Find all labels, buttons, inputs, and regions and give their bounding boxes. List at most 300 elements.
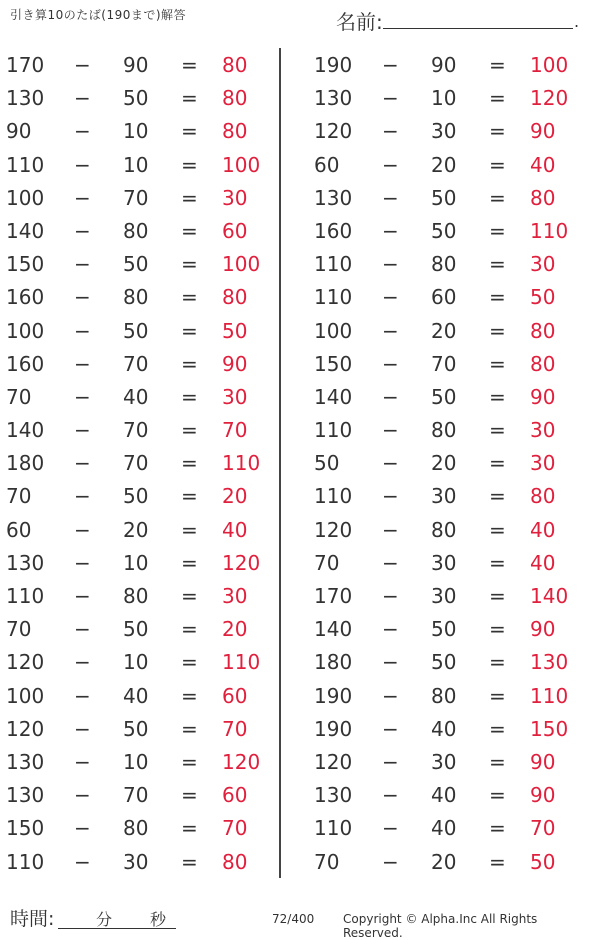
answer: 90	[530, 119, 556, 144]
minuend: 140	[314, 384, 353, 409]
answer: 80	[222, 86, 248, 111]
minus-sign: −	[382, 816, 399, 841]
equals-sign: =	[489, 252, 506, 277]
problem-row	[308, 779, 578, 812]
subtrahend: 10	[123, 550, 149, 575]
subtrahend: 80	[431, 683, 457, 708]
answer: 90	[530, 783, 556, 808]
answer: 50	[530, 849, 556, 874]
minus-sign: −	[74, 584, 91, 608]
answer: 30	[222, 384, 248, 409]
minus-sign: −	[74, 86, 91, 111]
equals-sign: =	[489, 119, 506, 144]
problem-row	[0, 746, 270, 779]
minus-sign: −	[74, 53, 91, 77]
minuend: 190	[314, 683, 353, 708]
equals-sign: =	[489, 749, 506, 774]
minus-sign: −	[382, 617, 399, 642]
subtrahend: 30	[431, 584, 457, 608]
subtrahend: 90	[123, 53, 149, 77]
equals-sign: =	[489, 351, 506, 376]
minuend: 50	[314, 451, 340, 476]
equals-sign: =	[181, 683, 198, 708]
right-problem-column	[308, 49, 578, 879]
minus-sign: −	[382, 783, 399, 808]
minuend: 170	[314, 584, 353, 608]
equals-sign: =	[181, 318, 198, 343]
name-label: 名前:	[336, 10, 383, 34]
minuend: 100	[6, 185, 45, 210]
minus-sign: −	[382, 517, 399, 542]
subtrahend: 50	[431, 185, 457, 210]
answer: 60	[222, 783, 248, 808]
problem-row	[308, 580, 578, 613]
copyright: Copyright © Alpha.Inc All Rights Reserved.	[343, 912, 538, 940]
answer: 30	[530, 418, 556, 443]
minus-sign: −	[74, 617, 91, 642]
subtrahend: 50	[123, 86, 149, 111]
equals-sign: =	[181, 218, 198, 243]
subtrahend: 50	[431, 650, 457, 675]
equals-sign: =	[489, 418, 506, 443]
equals-sign: =	[181, 185, 198, 210]
minus-sign: −	[74, 152, 91, 177]
minuend: 120	[6, 716, 45, 741]
minuend: 150	[6, 816, 45, 841]
subtrahend: 50	[123, 318, 149, 343]
minuend: 110	[6, 584, 45, 608]
name-field-line	[383, 28, 573, 29]
answer: 110	[530, 683, 569, 708]
problem-row	[0, 812, 270, 845]
minus-sign: −	[74, 650, 91, 675]
answer: 80	[530, 185, 556, 210]
answer: 90	[530, 384, 556, 409]
minus-sign: −	[382, 86, 399, 111]
minuend: 120	[314, 749, 353, 774]
minus-sign: −	[382, 285, 399, 310]
problem-row	[308, 480, 578, 513]
minuend: 130	[314, 185, 353, 210]
minuend: 70	[314, 550, 340, 575]
problem-row	[308, 514, 578, 547]
minus-sign: −	[74, 517, 91, 542]
problem-row	[0, 613, 270, 646]
problem-row	[308, 680, 578, 713]
minus-sign: −	[74, 285, 91, 310]
equals-sign: =	[489, 285, 506, 310]
page-number: 72/400	[272, 912, 315, 926]
equals-sign: =	[489, 517, 506, 542]
minus-sign: −	[382, 484, 399, 509]
equals-sign: =	[181, 849, 198, 874]
answer: 40	[222, 517, 248, 542]
subtrahend: 70	[123, 185, 149, 210]
problem-row	[0, 49, 270, 82]
seconds-label: 秒	[150, 910, 167, 929]
minus-sign: −	[74, 252, 91, 277]
problem-row	[308, 547, 578, 580]
subtrahend: 50	[123, 484, 149, 509]
minus-sign: −	[382, 716, 399, 741]
equals-sign: =	[181, 550, 198, 575]
answer: 40	[530, 517, 556, 542]
subtrahend: 10	[123, 119, 149, 144]
minuend: 130	[6, 86, 45, 111]
minuend: 70	[6, 617, 32, 642]
subtrahend: 40	[123, 384, 149, 409]
answer: 30	[530, 252, 556, 277]
subtrahend: 50	[431, 384, 457, 409]
minus-sign: −	[382, 152, 399, 177]
problem-row	[0, 315, 270, 348]
answer: 120	[222, 749, 261, 774]
subtrahend: 70	[123, 418, 149, 443]
answer: 90	[530, 617, 556, 642]
subtrahend: 10	[431, 86, 457, 111]
answer: 110	[530, 218, 569, 243]
problem-row	[0, 646, 270, 679]
minuend: 70	[6, 484, 32, 509]
subtrahend: 30	[123, 849, 149, 874]
problem-row	[308, 281, 578, 314]
equals-sign: =	[181, 749, 198, 774]
minus-sign: −	[74, 683, 91, 708]
answer: 130	[530, 650, 569, 675]
equals-sign: =	[181, 484, 198, 509]
name-field-end: .	[574, 12, 580, 31]
answer: 150	[530, 716, 569, 741]
problem-row	[0, 414, 270, 447]
problem-row	[0, 115, 270, 148]
minuend: 170	[6, 53, 45, 77]
time-label: 時間:	[10, 908, 55, 930]
problem-row	[308, 414, 578, 447]
minus-sign: −	[74, 816, 91, 841]
problem-row	[308, 49, 578, 82]
minuend: 130	[6, 749, 45, 774]
answer: 100	[222, 152, 261, 177]
subtrahend: 50	[431, 617, 457, 642]
minuend: 70	[314, 849, 340, 874]
answer: 90	[222, 351, 248, 376]
equals-sign: =	[489, 152, 506, 177]
answer: 50	[222, 318, 248, 343]
subtrahend: 20	[431, 152, 457, 177]
equals-sign: =	[489, 218, 506, 243]
subtrahend: 80	[123, 285, 149, 310]
problem-row	[0, 82, 270, 115]
problem-row	[308, 447, 578, 480]
minus-sign: −	[74, 418, 91, 443]
subtrahend: 60	[431, 285, 457, 310]
problem-row	[0, 846, 270, 879]
problem-row	[0, 348, 270, 381]
problem-row	[308, 182, 578, 215]
minus-sign: −	[74, 716, 91, 741]
minuend: 130	[6, 783, 45, 808]
problem-row	[308, 348, 578, 381]
problem-row	[0, 215, 270, 248]
problem-row	[308, 646, 578, 679]
equals-sign: =	[181, 816, 198, 841]
minus-sign: −	[382, 451, 399, 476]
minus-sign: −	[74, 783, 91, 808]
problem-row	[0, 547, 270, 580]
minus-sign: −	[74, 351, 91, 376]
equals-sign: =	[181, 152, 198, 177]
equals-sign: =	[181, 716, 198, 741]
problem-row	[0, 182, 270, 215]
subtrahend: 40	[123, 683, 149, 708]
answer: 70	[222, 816, 248, 841]
minuend: 160	[314, 218, 353, 243]
equals-sign: =	[489, 53, 506, 77]
subtrahend: 50	[123, 252, 149, 277]
equals-sign: =	[181, 617, 198, 642]
minus-sign: −	[74, 550, 91, 575]
answer: 120	[222, 550, 261, 575]
answer: 80	[222, 119, 248, 144]
equals-sign: =	[489, 716, 506, 741]
answer: 80	[222, 53, 248, 77]
minuend: 180	[314, 650, 353, 675]
answer: 70	[222, 716, 248, 741]
problem-row	[0, 381, 270, 414]
equals-sign: =	[489, 384, 506, 409]
problem-row	[308, 215, 578, 248]
problem-row	[0, 248, 270, 281]
equals-sign: =	[489, 86, 506, 111]
minuend: 100	[6, 683, 45, 708]
answer: 70	[222, 418, 248, 443]
equals-sign: =	[181, 351, 198, 376]
equals-sign: =	[489, 849, 506, 874]
answer: 80	[530, 484, 556, 509]
minus-sign: −	[74, 384, 91, 409]
minus-sign: −	[382, 749, 399, 774]
answer: 20	[222, 484, 248, 509]
answer: 60	[222, 218, 248, 243]
equals-sign: =	[181, 418, 198, 443]
problem-row	[308, 315, 578, 348]
equals-sign: =	[181, 517, 198, 542]
equals-sign: =	[489, 816, 506, 841]
subtrahend: 80	[431, 418, 457, 443]
equals-sign: =	[489, 484, 506, 509]
worksheet-title: 引き算10のたば(190まで)解答	[10, 8, 187, 22]
minuend: 130	[314, 783, 353, 808]
problem-row	[308, 746, 578, 779]
subtrahend: 50	[431, 218, 457, 243]
problem-row	[308, 846, 578, 879]
equals-sign: =	[181, 650, 198, 675]
equals-sign: =	[181, 451, 198, 476]
subtrahend: 20	[431, 318, 457, 343]
subtrahend: 80	[431, 252, 457, 277]
subtrahend: 30	[431, 484, 457, 509]
subtrahend: 30	[431, 119, 457, 144]
problem-row	[0, 447, 270, 480]
minus-sign: −	[74, 218, 91, 243]
equals-sign: =	[181, 384, 198, 409]
problem-row	[0, 281, 270, 314]
minuend: 100	[314, 318, 353, 343]
subtrahend: 50	[123, 617, 149, 642]
subtrahend: 40	[431, 716, 457, 741]
minus-sign: −	[382, 683, 399, 708]
minuend: 110	[314, 484, 353, 509]
minuend: 60	[314, 152, 340, 177]
answer: 80	[222, 285, 248, 310]
minuend: 140	[314, 617, 353, 642]
answer: 90	[530, 749, 556, 774]
answer: 120	[530, 86, 569, 111]
minuend: 120	[314, 119, 353, 144]
subtrahend: 40	[431, 783, 457, 808]
problem-row	[0, 580, 270, 613]
subtrahend: 80	[431, 517, 457, 542]
answer: 80	[222, 849, 248, 874]
minuend: 120	[314, 517, 353, 542]
minus-sign: −	[74, 451, 91, 476]
subtrahend: 30	[431, 550, 457, 575]
answer: 100	[222, 252, 261, 277]
minuend: 150	[314, 351, 353, 376]
minus-sign: −	[382, 351, 399, 376]
minus-sign: −	[74, 318, 91, 343]
subtrahend: 50	[123, 716, 149, 741]
minus-sign: −	[382, 185, 399, 210]
minuend: 110	[314, 816, 353, 841]
subtrahend: 20	[431, 849, 457, 874]
answer: 40	[530, 152, 556, 177]
problem-row	[0, 149, 270, 182]
answer: 40	[530, 550, 556, 575]
equals-sign: =	[489, 650, 506, 675]
minuend: 110	[6, 152, 45, 177]
minus-sign: −	[382, 418, 399, 443]
minuend: 110	[314, 285, 353, 310]
minuend: 150	[6, 252, 45, 277]
answer: 50	[530, 285, 556, 310]
minuend: 110	[6, 849, 45, 874]
answer: 80	[530, 318, 556, 343]
subtrahend: 30	[431, 749, 457, 774]
answer: 20	[222, 617, 248, 642]
minus-sign: −	[382, 849, 399, 874]
equals-sign: =	[489, 550, 506, 575]
equals-sign: =	[181, 252, 198, 277]
minuend: 120	[6, 650, 45, 675]
minuend: 130	[6, 550, 45, 575]
answer: 30	[222, 185, 248, 210]
minuend: 140	[6, 218, 45, 243]
equals-sign: =	[489, 451, 506, 476]
answer: 30	[530, 451, 556, 476]
equals-sign: =	[489, 783, 506, 808]
minus-sign: −	[74, 749, 91, 774]
equals-sign: =	[181, 119, 198, 144]
minus-sign: −	[74, 185, 91, 210]
subtrahend: 70	[123, 783, 149, 808]
equals-sign: =	[181, 783, 198, 808]
answer: 100	[530, 53, 569, 77]
minuend: 140	[6, 418, 45, 443]
problem-row	[0, 713, 270, 746]
answer: 80	[530, 351, 556, 376]
minuend: 130	[314, 86, 353, 111]
minus-sign: −	[74, 119, 91, 144]
minuend: 160	[6, 285, 45, 310]
minuend: 100	[6, 318, 45, 343]
minuend: 60	[6, 517, 32, 542]
minuend: 110	[314, 252, 353, 277]
minuend: 110	[314, 418, 353, 443]
answer: 70	[530, 816, 556, 841]
equals-sign: =	[181, 53, 198, 77]
problem-row	[308, 248, 578, 281]
problem-row	[308, 713, 578, 746]
subtrahend: 10	[123, 650, 149, 675]
minus-sign: −	[382, 318, 399, 343]
subtrahend: 10	[123, 749, 149, 774]
minus-sign: −	[382, 550, 399, 575]
equals-sign: =	[489, 617, 506, 642]
minuend: 90	[6, 119, 32, 144]
minus-sign: −	[382, 119, 399, 144]
minuend: 70	[6, 384, 32, 409]
equals-sign: =	[181, 584, 198, 608]
subtrahend: 90	[431, 53, 457, 77]
minutes-label: 分	[96, 910, 113, 929]
answer: 140	[530, 584, 569, 608]
answer: 60	[222, 683, 248, 708]
subtrahend: 80	[123, 816, 149, 841]
equals-sign: =	[489, 683, 506, 708]
equals-sign: =	[489, 584, 506, 608]
column-divider	[279, 48, 281, 878]
problem-row	[308, 812, 578, 845]
left-problem-column	[0, 49, 270, 879]
problem-row	[308, 82, 578, 115]
minus-sign: −	[74, 849, 91, 874]
problem-row	[308, 381, 578, 414]
equals-sign: =	[489, 318, 506, 343]
minuend: 180	[6, 451, 45, 476]
minus-sign: −	[382, 252, 399, 277]
minus-sign: −	[382, 384, 399, 409]
subtrahend: 40	[431, 816, 457, 841]
answer: 110	[222, 650, 261, 675]
minuend: 190	[314, 716, 353, 741]
subtrahend: 20	[431, 451, 457, 476]
problem-row	[0, 480, 270, 513]
equals-sign: =	[181, 86, 198, 111]
minus-sign: −	[382, 53, 399, 77]
answer: 110	[222, 451, 261, 476]
subtrahend: 80	[123, 218, 149, 243]
minus-sign: −	[382, 218, 399, 243]
subtrahend: 10	[123, 152, 149, 177]
problem-row	[308, 613, 578, 646]
minuend: 190	[314, 53, 353, 77]
minus-sign: −	[382, 584, 399, 608]
subtrahend: 20	[123, 517, 149, 542]
subtrahend: 70	[123, 351, 149, 376]
subtrahend: 80	[123, 584, 149, 608]
minuend: 160	[6, 351, 45, 376]
